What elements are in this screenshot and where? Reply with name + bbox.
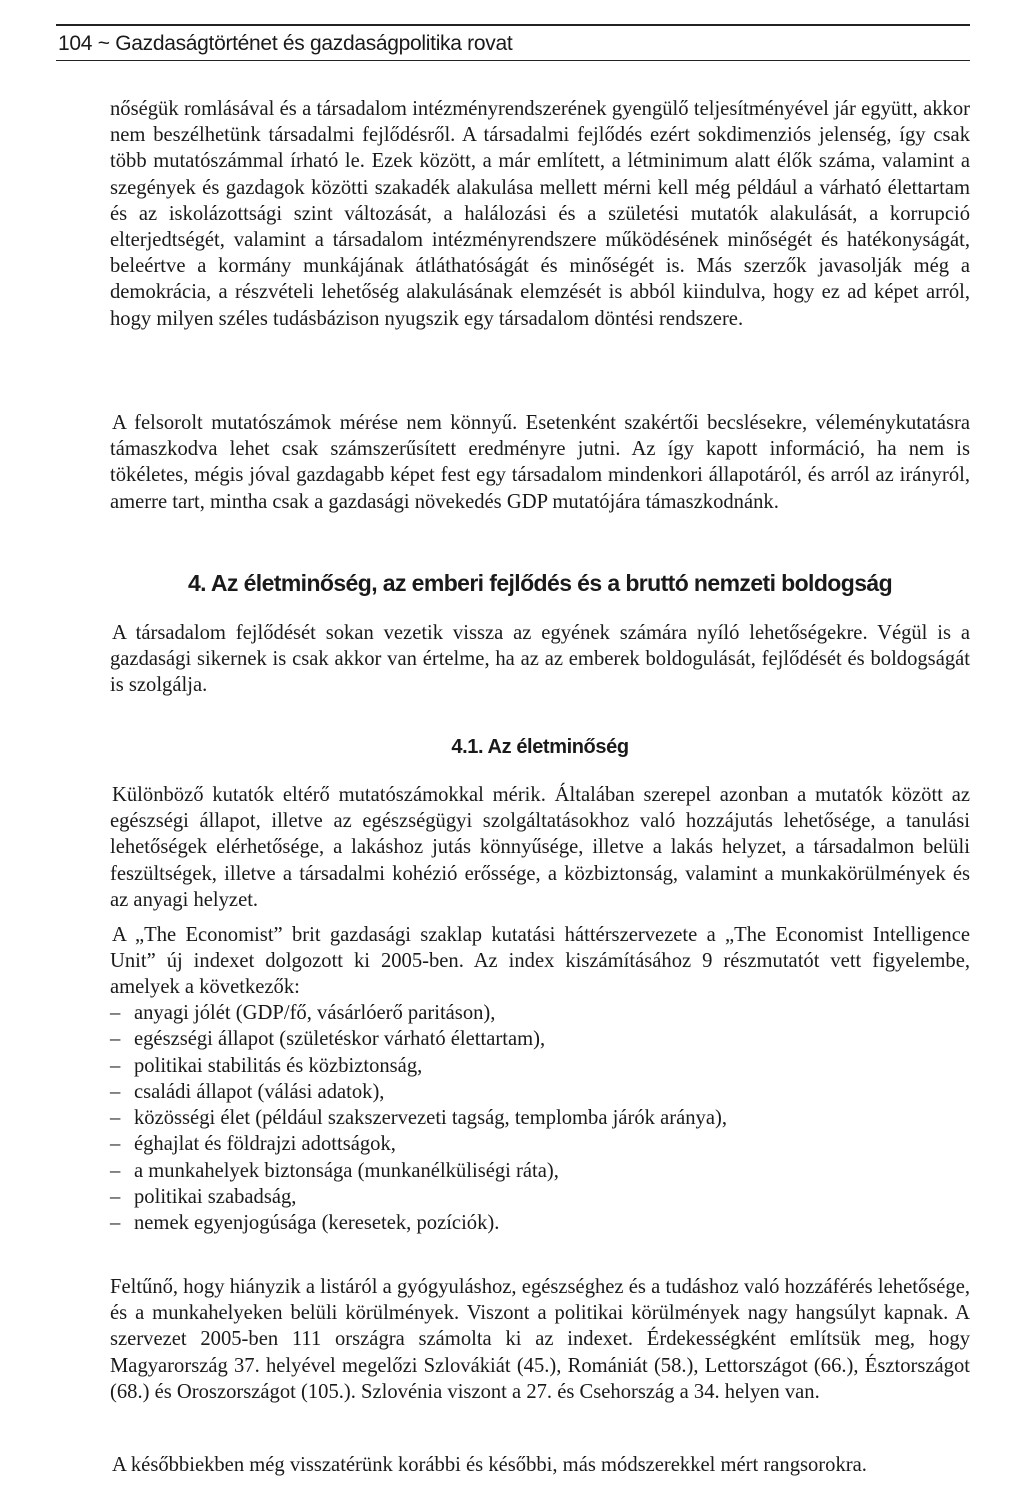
- list-item-text: politikai stabilitás és közbiztonság,: [134, 1054, 423, 1077]
- header-separator: ~: [97, 32, 110, 55]
- paragraph-6: [110, 1274, 970, 1405]
- list-dash: –: [110, 1002, 121, 1024]
- paragraph-1: [110, 96, 970, 332]
- list-item-text: a munkahelyek biztonsága (munkanélküliségi ráta),: [134, 1159, 559, 1182]
- list-item-text: anyagi jólét (GDP/fő, vásárlóerő paritáson),: [134, 1002, 496, 1024]
- list-item-text: egészségi állapot (születéskor várható élettartam),: [134, 1028, 546, 1051]
- header-top-rule: [56, 24, 970, 26]
- paragraph-text: A társadalom fejlődését sokan vezetik vissza az egyének számára nyíló lehetőségekre. Végül is a gazdasági sikernek is csak akkor van értelme, ha az az emberek boldogulását, fejlődését és boldogságát is szolgálja.: [110, 622, 970, 697]
- paragraph-text: Különböző kutatók eltérő mutatószámokkal mérik. Általában szerepel azonban a mutatók között az egészségi állapot, illetve az egészségügyi szolgáltatásokhoz való hozzájutás lehetősége, a tanulási lehetőségek elérhetősége, a lakáshoz jutás könnyűsége, illetve a lakás helyzet, a társadalmon belüli feszültségek, illetve a társadalmi kohézió erőssége, a közbiztonság, valamint a munkakörülmények és az anyagi helyzet.: [110, 784, 970, 911]
- paragraph-3: [110, 620, 970, 699]
- list-item: [110, 1158, 970, 1184]
- list-dash: –: [110, 1054, 121, 1077]
- indicator-list: [110, 1000, 970, 1237]
- section-heading-4: 4. Az életminőség, az emberi fejlődés és a bruttó nemzeti boldogság: [187, 570, 893, 596]
- list-dash: –: [110, 1133, 121, 1156]
- paragraph-text: nőségük romlásával és a társadalom intézményrendszerének gyengülő teljesítményével jár együtt, akkor nem beszélhetünk társadalmi fejlődésről. A társadalmi fejlődés ezért sokdimenziós jelenség, így csak több mutatószámmal írható le. Ezek között, a már említett, a létminimum alatt élők száma, valamint a szegények és gazdagok közötti szakadék alakulása mellett mérni kell még például a várható élettartam és az iskolázottsági szint változását, a halálozási és a születési mutatók alakulását, a korrupció elterjedtségét, valamint a társadalom intézményrendszere működésének minőségét és hatékonyságát, beleértve a kormány munkájának átláthatóságát és minőségét is. Más szerzők javasolják még a demokrácia, a részvételi lehetőség alakulásának elemzését is abból kiindulva, hogy ez ad képet arról, hogy milyen széles tudásbázison nyugszik egy társadalom döntési rendszere.: [110, 98, 970, 330]
- paragraph-text: A „The Economist” brit gazdasági szaklap kutatási háttérszervezete a „The Economist Intelligence Unit” új indexet dolgozott ki 2005-ben. Az index kiszámításához 9 részmutatót vett figyelembe, amelyek a következők:: [110, 924, 970, 999]
- list-item-text: éghajlat és földrajzi adottságok,: [134, 1133, 396, 1156]
- list-dash: –: [110, 1080, 121, 1103]
- paragraph-text: A későbbiekben még visszatérünk korábbi és későbbi, más módszerekkel mért rangsorokra.: [112, 1454, 867, 1476]
- list-item-text: közösségi élet (például szakszervezeti tagság, templomba járók aránya),: [134, 1107, 727, 1130]
- list-dash: –: [110, 1107, 121, 1130]
- paragraph-4: [110, 782, 970, 913]
- list-item: [110, 1210, 970, 1236]
- list-item: [110, 1131, 970, 1157]
- list-item-text: politikai szabadság,: [134, 1186, 297, 1209]
- list-item: [110, 1105, 970, 1131]
- subsection-heading-4-1: 4.1. Az életminőség: [451, 736, 629, 758]
- paragraph-7: [110, 1452, 970, 1478]
- running-title: Gazdaságtörténet és gazdaságpolitika rovat: [115, 32, 513, 55]
- list-item: [110, 1184, 970, 1210]
- page-number: 104: [58, 32, 93, 55]
- running-header: [56, 24, 970, 64]
- paragraph-2: [110, 410, 970, 515]
- paragraph-text: A felsorolt mutatószámok mérése nem könnyű. Esetenként szakértői becslésekre, véleménykutatásra támaszkodva lehet csak számszerűsített eredményre jutni. Az így kapott információ, ha nem is tökéletes, mégis jóval gazdagabb képet fest egy társadalom mindenkori állapotáról, és arról az irányról, amerre tart, mintha csak a gazdasági növekedés GDP mutatójára támaszkodnánk.: [110, 412, 970, 513]
- list-item: [110, 1000, 970, 1026]
- list-dash: –: [110, 1028, 121, 1051]
- list-item: [110, 1053, 970, 1079]
- list-item-text: nemek egyenjogúsága (keresetek, pozíciók).: [134, 1212, 500, 1235]
- paragraph-text: Feltűnő, hogy hiányzik a listáról a gyógyuláshoz, egészséghez és a tudáshoz való hozzáférés lehetősége, és a munkahelyeken belüli körülmények. Viszont a politikai körülmények nagy hangsúlyt kapnak. A szervezet 2005-ben 111 országra számolta ki az indexet. Érdekességként említsük meg, hogy Magyarország 37. helyével megelőzi Szlovákiát (45.), Romániát (58.), Lettországot (66.), Észtországot (68.) és Oroszországot (105.). Szlovénia viszont a 27. és Csehország a 34. helyen van.: [110, 1276, 970, 1403]
- paragraph-5: [110, 922, 970, 1001]
- list-dash: –: [110, 1212, 121, 1235]
- list-dash: –: [110, 1186, 121, 1209]
- header-line: [58, 32, 512, 56]
- list-item: [110, 1026, 970, 1052]
- list-item-text: családi állapot (válási adatok),: [134, 1080, 385, 1103]
- list-dash: –: [110, 1159, 121, 1182]
- list-item: [110, 1079, 970, 1105]
- header-bottom-rule: [56, 60, 970, 61]
